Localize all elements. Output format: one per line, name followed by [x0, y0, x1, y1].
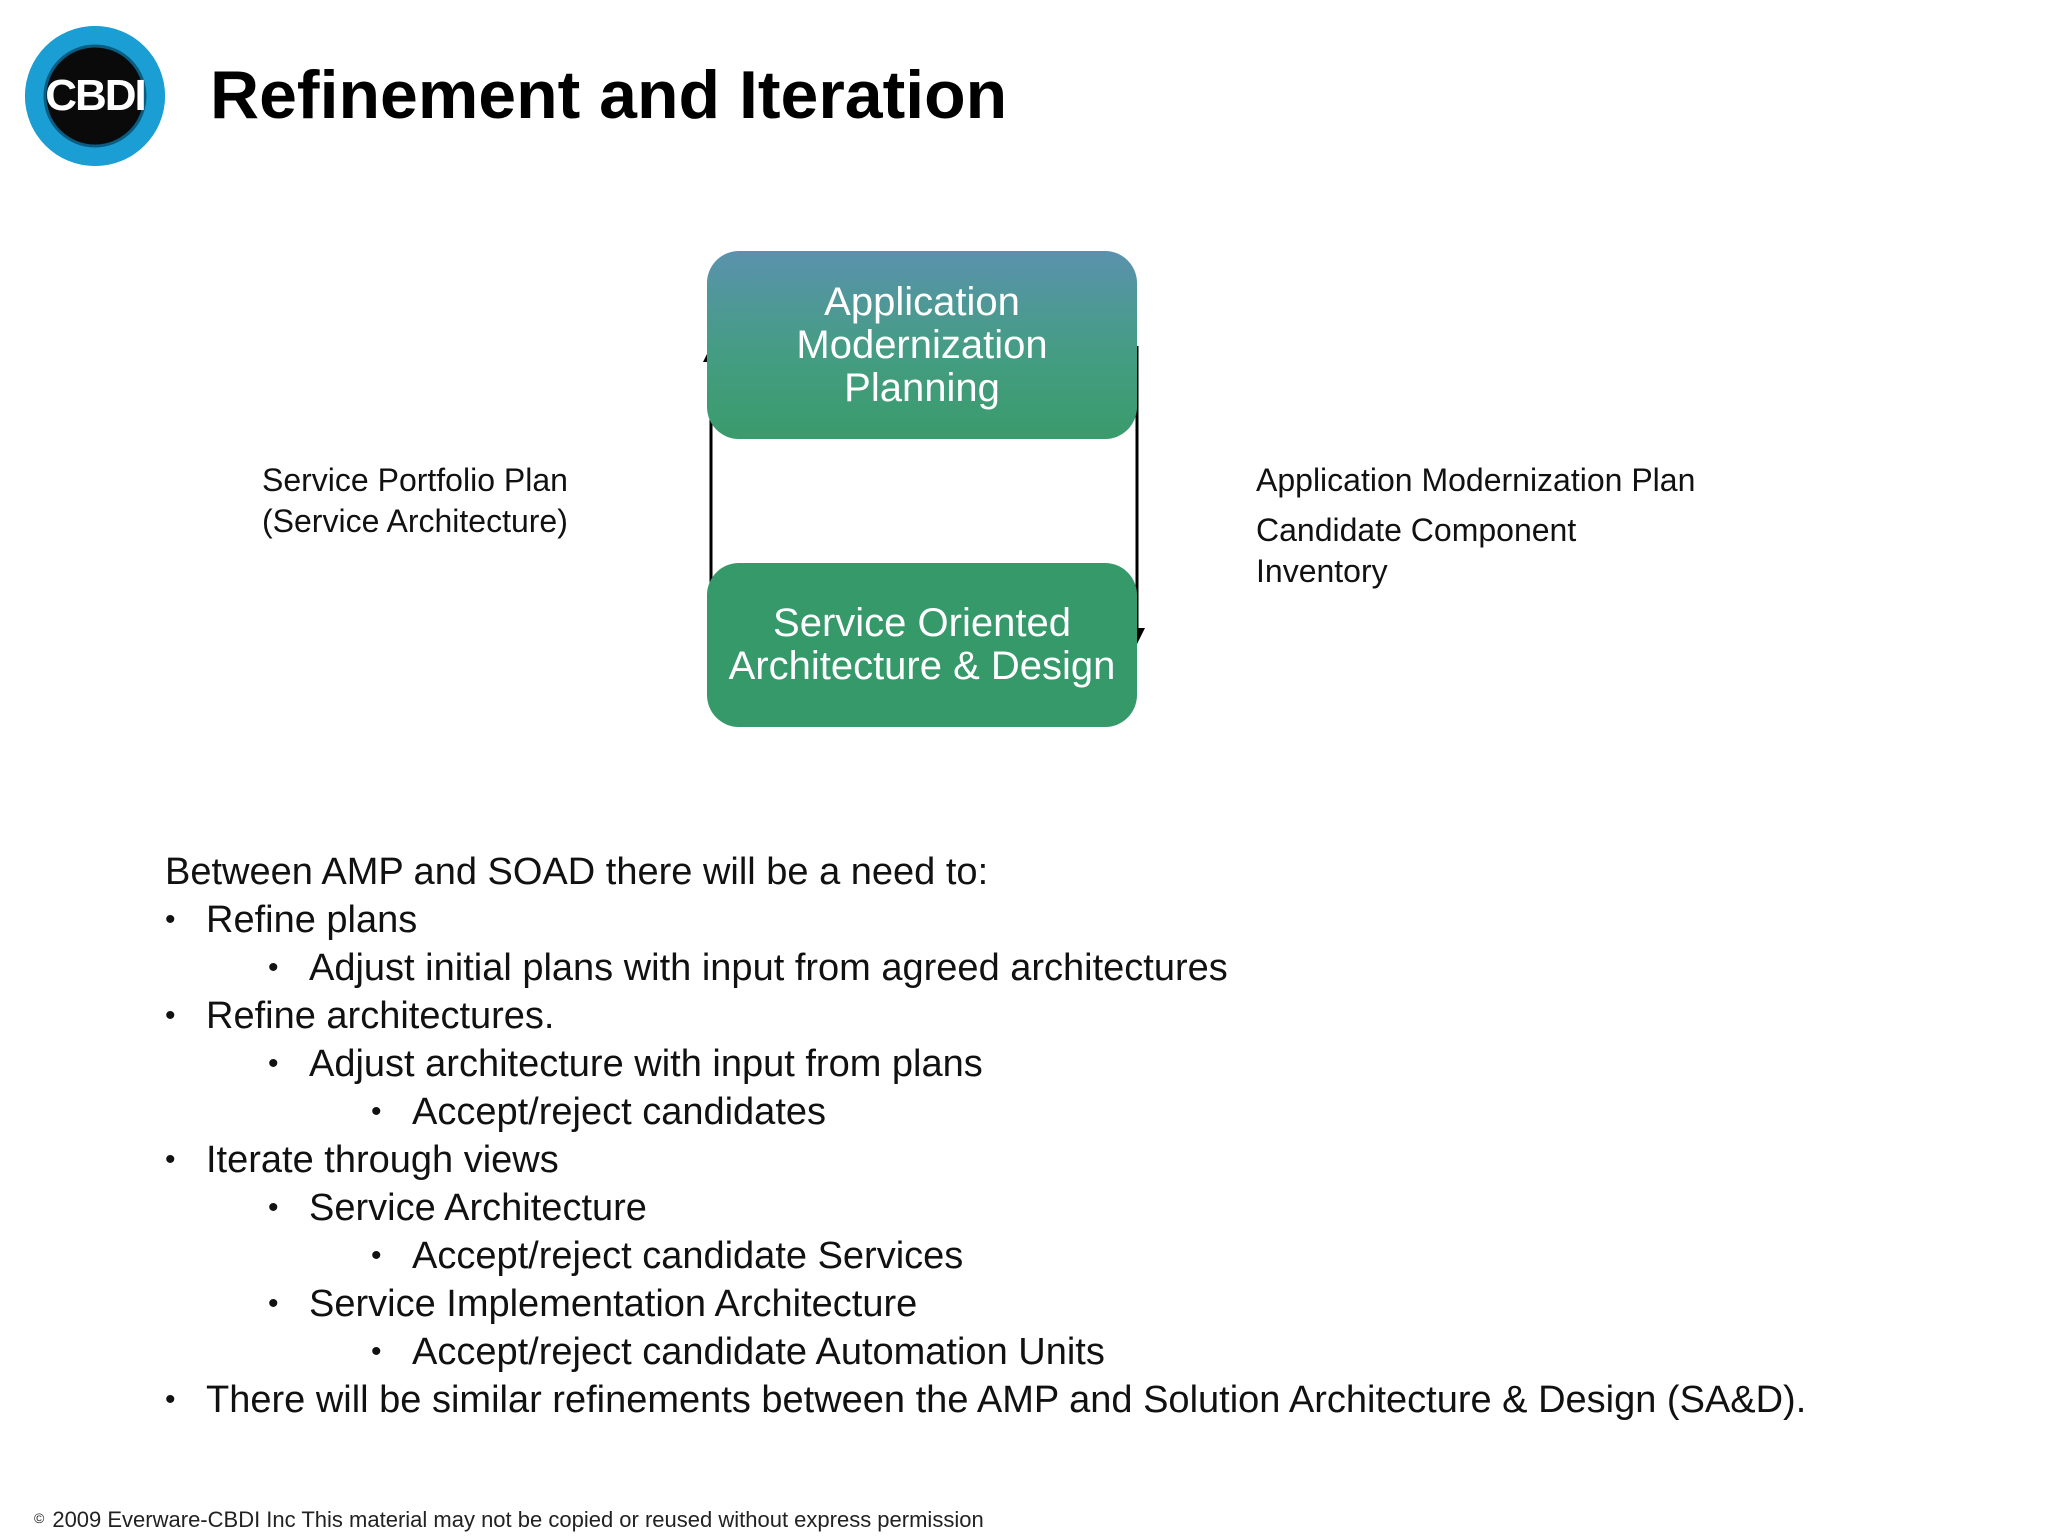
- list-item-text: Accept/reject candidates: [412, 1091, 827, 1133]
- list-item: [165, 1328, 2025, 1376]
- list-item: [165, 1136, 2025, 1184]
- list-item: [165, 1040, 2025, 1088]
- list-item-text: Adjust initial plans with input from agreed architectures: [309, 947, 1228, 989]
- list-item-text: There will be similar refinements between the AMP and Solution Architecture & Design (SA&D).: [206, 1379, 1807, 1421]
- bullet-icon: •: [371, 1095, 382, 1128]
- page-title: Refinement and Iteration: [210, 57, 1008, 133]
- soad-box-label: Service Oriented Architecture & Design: [728, 601, 1116, 688]
- soad-box: [707, 563, 1137, 727]
- bullet-icon: •: [165, 1383, 176, 1416]
- bullet-icon: •: [165, 903, 176, 936]
- copyright-icon: ©: [34, 1510, 45, 1526]
- body-text: [165, 848, 2025, 1424]
- list-item: [165, 1232, 2025, 1280]
- bullet-icon: •: [371, 1335, 382, 1368]
- candidate-component-inventory-label: Candidate Component Inventory: [1256, 512, 1577, 589]
- list-item: [165, 1088, 2025, 1136]
- list-item: [165, 896, 2025, 944]
- list-item-text: Iterate through views: [206, 1139, 559, 1181]
- amp-box-label: Application Modernization Planning: [796, 279, 1048, 410]
- bullet-icon: •: [268, 951, 279, 984]
- copyright-text: 2009 Everware-CBDI Inc This material may not be copied or reused without express permission: [52, 1507, 984, 1532]
- copyright-footer: [34, 1507, 984, 1533]
- list-item: [165, 944, 2025, 992]
- service-portfolio-plan-label: Service Portfolio Plan (Service Architecture): [262, 462, 568, 539]
- bullet-icon: •: [371, 1239, 382, 1272]
- app-modernization-plan-label: Application Modernization Plan: [1256, 462, 1696, 498]
- logo-text: CBDI: [45, 71, 145, 120]
- list-item: [165, 1184, 2025, 1232]
- list-item-text: Service Implementation Architecture: [309, 1283, 918, 1325]
- intro-text: Between AMP and SOAD there will be a need to:: [165, 851, 989, 893]
- list-item-text: Adjust architecture with input from plans: [309, 1043, 983, 1085]
- list-item-text: Refine plans: [206, 899, 418, 941]
- amp-box: [707, 251, 1137, 439]
- bullet-icon: •: [268, 1047, 279, 1080]
- list-item: [165, 992, 2025, 1040]
- bullet-icon: •: [268, 1287, 279, 1320]
- list-item: [165, 1280, 2025, 1328]
- list-item-text: Accept/reject candidate Services: [412, 1235, 964, 1277]
- list-item-text: Refine architectures.: [206, 995, 555, 1037]
- bullet-icon: •: [165, 999, 176, 1032]
- bullet-icon: •: [268, 1191, 279, 1224]
- list-item-text: Accept/reject candidate Automation Units: [412, 1331, 1105, 1373]
- list-item: [165, 1376, 2025, 1424]
- list-item-text: Service Architecture: [309, 1187, 647, 1229]
- bullet-icon: •: [165, 1143, 176, 1176]
